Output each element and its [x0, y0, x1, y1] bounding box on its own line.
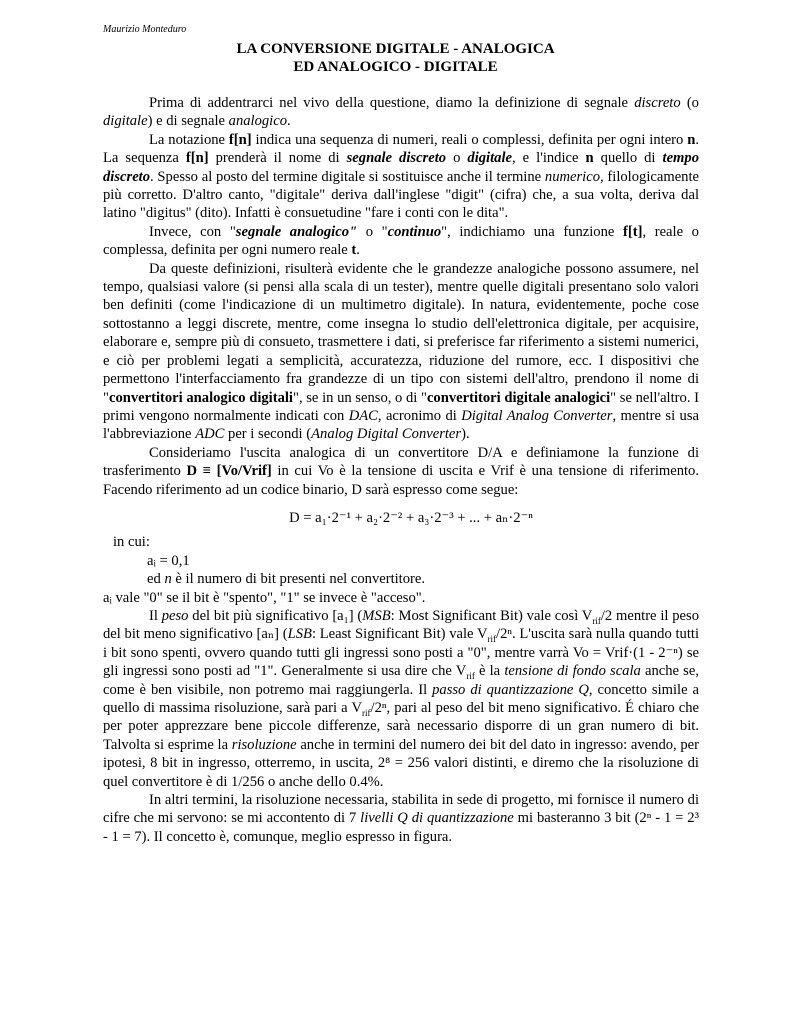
text-ai-definition: aᵢ = 0,1 — [147, 552, 190, 569]
text-in-cui: in cui: — [113, 534, 150, 551]
paragraph-5: Consideriamo l'uscita analogica di un convertitore D/A e definiamone la funzione di trasferimento D ≡ [Vo/Vrif] in cui Vo è la tensione di uscita e Vrif è una tensione di riferimento. Facendo riferimento ad un codice binario, D sarà espresso come segue: — [103, 444, 700, 498]
text-n-definition: ed n è il numero di bit presenti nel convertitore. — [147, 571, 426, 588]
paragraph-4: Da queste definizioni, risulterà evidente che le grandezze analogiche possono assumere, nel tempo, qualsiasi valore (si pensi alla scala di un tester), mentre quelle digitali presentano solo valori ben definiti (come l'indicazione di un multimetro digitale). In natura, evidentemente, poche cose sottostanno a leggi discrete, mentre, come insegna lo studio dell'elettronica digitale, per acquisire, elaborare e, sempre più di consueto, trasmettere i dati, si preferisce far riferimento a sistemi numerici, e ciò per problemi legati a semplicità, accuratezza, riduzione del rumore, ecc. I dispositivi che permettono l'interfacciamento fra grandezze di un tipo con sistemi dell'altro, prendono il nome di "convertitori analogico digitali", se in un senso, o di "convertitori digitale analogici" se nell'altro. I primi vengono normalmente indicati con DAC, acronimo di Digital Analog Converter, mentre si usa l'abbreviazione ADC per i secondi (Analog Digital Converter). — [103, 260, 699, 443]
paragraph-2: La notazione f[n] indica una sequenza di numeri, reali o complessi, definita per ogni intero n. La sequenza f[n] prenderà il nome di segnale discreto o digitale, e l'indice n quello di tempo discreto. Spesso al posto del termine digitale si sostituisce anche il termine numerico, filologicamente più corretto. D'altro canto, "digitale" deriva dall'inglese "digit" (cifra) che, a sua volta, deriva dal latino "digitus" (dito). Infatti è consuetudine "fare i conti con le dita". — [103, 131, 700, 222]
title-line-1: LA CONVERSIONE DIGITALE - ANALOGICA — [236, 41, 555, 57]
paragraph-7: In altri termini, la risoluzione necessaria, stabilita in sede di progetto, mi fornisce il numero di cifre che mi servono: se mi accontento di 7 livelli Q di quantizzazione mi basteranno 3 bit (2ⁿ - 1 = 2³ - 1 = 7). Il concetto è, comunque, meglio espresso in figura. — [103, 792, 699, 845]
title-line-2: ED ANALOGICO - DIGITALE — [293, 59, 498, 75]
document-body — [103, 94, 699, 846]
formula-transfer-function: D = a₁·2⁻¹ + a₂·2⁻² + a₃·2⁻³ + ... + aₙ·2⁻ⁿ — [289, 509, 533, 526]
paragraph-3: Invece, con "segnale analogico" o "continuo", indichiamo una funzione f[t], reale o complessa, definita per ogni numero reale t. — [103, 223, 699, 259]
paragraph-1: Prima di addentrarci nel vivo della questione, diamo la definizione di segnale discreto (o digitale) e di segnale analogico. — [103, 95, 699, 130]
paragraph-6: Il peso del bit più significativo [a₁] (MSB: Most Significant Bit) vale così $V_{rif}/2$ mentre il peso del bit meno significativo [aₙ] (LSB: Least Significant Bit) vale $V_{rif}/2^n$. L'uscita sarà nulla quando tutti i bit sono spenti, ovvero quando tutti gli ingressi sono posti a "0", mentre varrà Vo = Vrif·(1 - 2⁻ⁿ) se gli ingressi sono posti ad "1". Generalmente si usa dire che $V_{rif}$ è la tensione di fondo scala anche se, come è ben visibile, non potremo mai raggiungerla. Il passo di quantizzazione Q, concetto simile a quello di massima risoluzione, sarà pari a $V_{rif}/2^n$, pari al peso del bit meno significativo. É chiaro che per poter apprezzare bene piccole differenze, sarà necessario disporre di un gran numero di bit. Talvolta si esprime la risoluzione anche in termini del numero dei bit del dato in ingresso: avendo, per ipotesi, 8 bit in ingresso, otterremo, in uscita, 2⁸ = 256 valori distinti, e diremo che la risoluzione di quel convertitore è di 1/256 o anche dello 0.4%. — [103, 607, 699, 790]
text-ai-description: aᵢ vale "0" se il bit è "spento", "1" se invece è "acceso". — [103, 589, 426, 606]
author-name: Maurizio Monteduro — [103, 24, 187, 35]
